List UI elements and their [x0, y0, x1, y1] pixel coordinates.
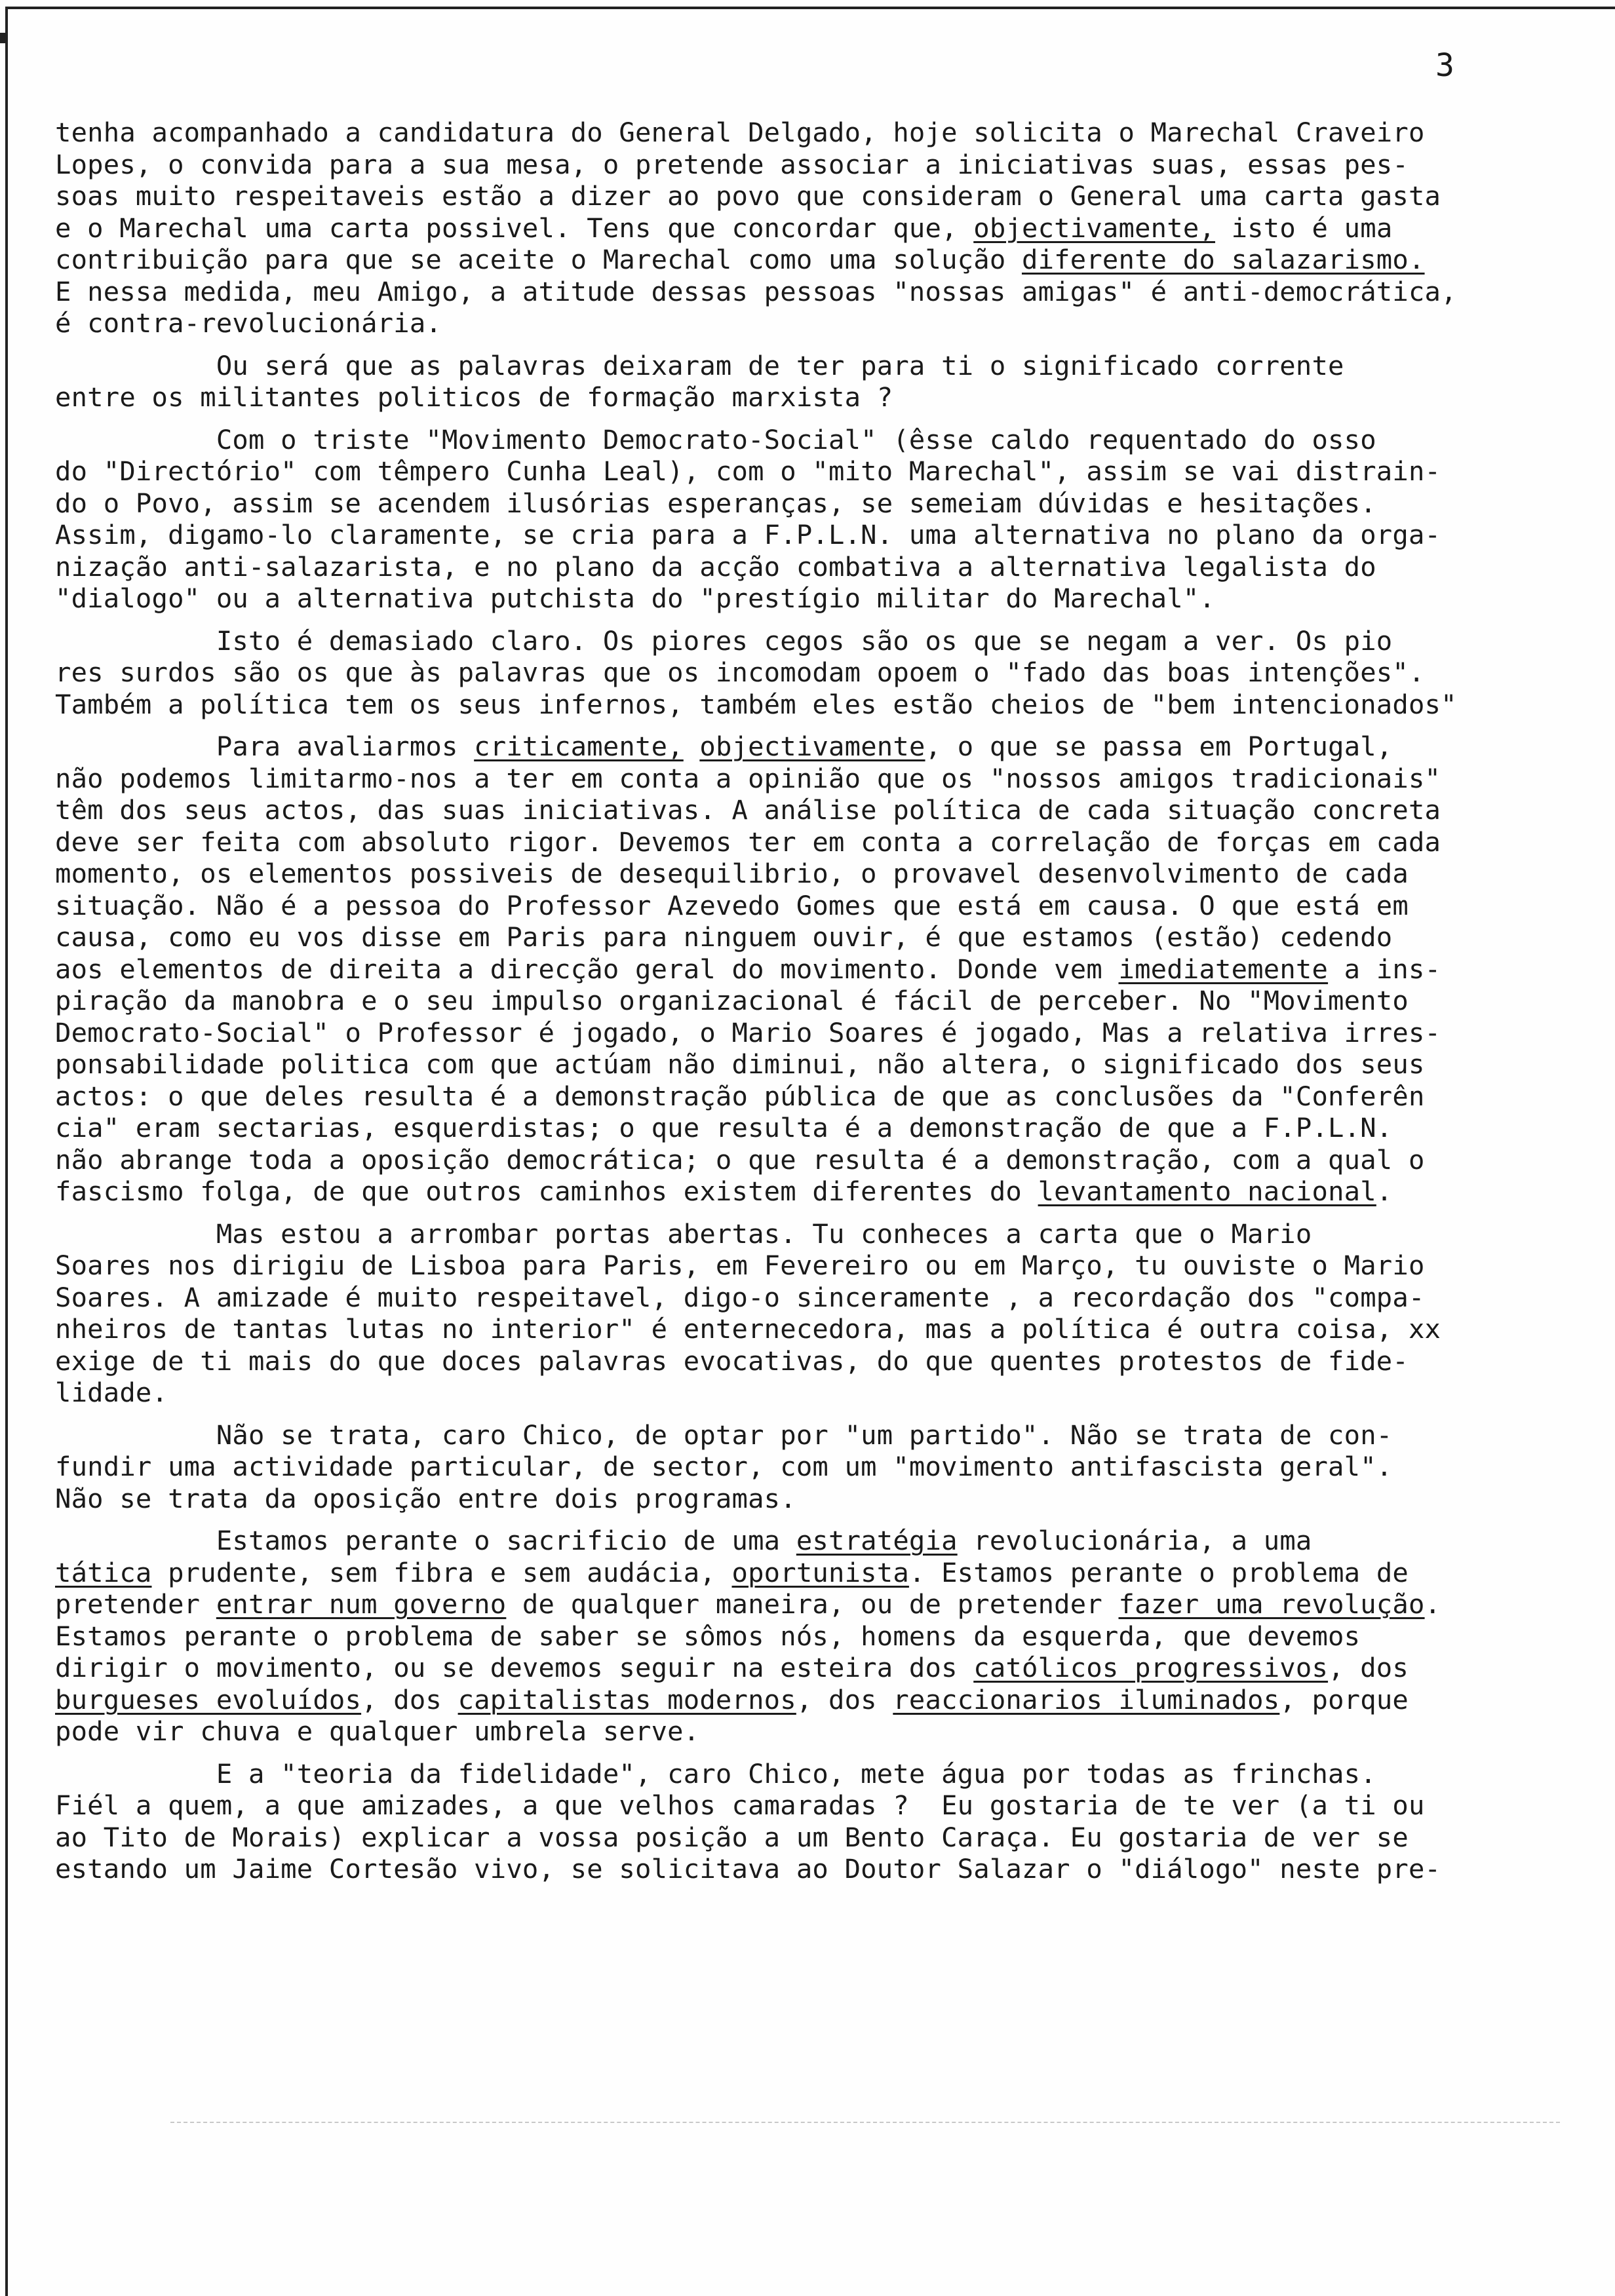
underlined-phrase: estratégia	[796, 1525, 958, 1556]
text-line: têm dos seus actos, das suas iniciativas. A análise política de cada situação concreta	[55, 794, 1441, 826]
text-line: estando um Jaime Cortesão vivo, se solicitava ao Doutor Salazar o "diálogo" neste pre-	[55, 1853, 1441, 1885]
underlined-phrase: burgueses evoluídos	[55, 1683, 362, 1715]
text-line: cia" eram sectarias, esquerdistas; o que resulta é a demonstração de que a F.P.L.N.	[55, 1112, 1393, 1143]
text-line: actos: o que deles resulta é a demonstração pública de que as conclusões da "Conferên	[55, 1080, 1425, 1112]
underlined-phrase: entrar num governo	[216, 1588, 507, 1620]
underlined-phrase: diferente do salazarismo.	[1021, 244, 1425, 275]
text-line: nheiros de tantas lutas no interior" é enternecedora, mas a política é outra coisa, xx	[55, 1313, 1441, 1345]
text-line: Mas estou a arrombar portas abertas. Tu conheces a carta que o Mario	[55, 1217, 1312, 1250]
text-line: tática prudente, sem fibra e sem audácia, oportunista. Estamos perante o problema de	[55, 1556, 1409, 1588]
underlined-phrase: capitalistas modernos	[457, 1683, 796, 1715]
scan-edge-top	[5, 7, 1615, 9]
text-line: Soares nos dirigiu de Lisboa para Paris, em Fevereiro ou em Março, tu ouviste o Mario	[55, 1250, 1425, 1281]
text-line: Estamos perante o problema de saber se sômos nós, homens da esquerda, que devemos	[55, 1620, 1361, 1652]
text-line: E nessa medida, meu Amigo, a atitude dessas pessoas "nossas amigas" é anti-democrática,	[55, 275, 1457, 307]
paragraph	[55, 1218, 1582, 1409]
text-line: fascismo folga, de que outros caminhos existem diferentes do levantamento nacional.	[55, 1176, 1393, 1207]
text-line: Fiél a quem, a que amizades, a que velhos camaradas ? Eu gostaria de te ver (a ti ou	[55, 1789, 1425, 1821]
text-line: pretender entrar num governo de qualquer maneira, ou de pretender fazer uma revolução.	[55, 1588, 1441, 1620]
paragraph	[55, 1758, 1582, 1885]
text-line: Assim, digamo-lo claramente, se cria para a F.P.L.N. uma alternativa no plano da orga-	[55, 519, 1441, 550]
text-line: nização anti-salazarista, e no plano da acção combativa a alternativa legalista do	[55, 550, 1376, 583]
text-line: Não se trata, caro Chico, de optar por "um partido". Não se trata de con-	[55, 1419, 1393, 1451]
paragraph	[55, 731, 1582, 1208]
text-line: tenha acompanhado a candidatura do General Delgado, hoje solicita o Marechal Craveiro	[55, 117, 1425, 148]
text-line: Com o triste "Movimento Democrato-Social" (êsse caldo requentado do osso	[55, 423, 1376, 455]
text-line: Lopes, o convida para a sua mesa, o pretende associar a iniciativas suas, essas pes-	[55, 148, 1409, 180]
page-number: 3	[1435, 47, 1454, 84]
text-line: do o Povo, assim se acendem ilusórias esperanças, se semeiam dúvidas e hesitações.	[55, 487, 1376, 519]
text-line: ao Tito de Morais) explicar a vossa posição a um Bento Caraça. Eu gostaria de ver se	[55, 1821, 1409, 1853]
text-line: Soares. A amizade é muito respeitavel, digo-o sinceramente , a recordação dos "compa-	[55, 1281, 1425, 1313]
paragraph	[55, 1525, 1582, 1748]
underlined-phrase: fazer uma revolução	[1118, 1588, 1425, 1620]
text-line: dirigir o movimento, ou se devemos seguir na esteira dos católicos progressivos, dos	[55, 1652, 1409, 1683]
text-line: causa, como eu vos disse em Paris para ninguem ouvir, é que estamos (estão) cedendo	[55, 921, 1393, 953]
text-line: burgueses evoluídos, dos capitalistas modernos, dos reaccionarios iluminados, porque	[55, 1683, 1409, 1715]
text-line: não abrange toda a oposição democrática; o que resulta é a demonstração, com a qual o	[55, 1143, 1425, 1176]
text-line: contribuição para que se aceite o Marechal como uma solução diferente do salazarismo.	[55, 244, 1425, 275]
underlined-phrase: objectivamente,	[973, 212, 1215, 244]
underlined-phrase: criticamente,	[474, 731, 684, 762]
underlined-phrase: católicos progressivos	[973, 1652, 1329, 1683]
text-line: lidade.	[55, 1377, 168, 1408]
text-line: não podemos limitarmo-nos a ter em conta a opinião que os "nossos amigos tradicionais"	[55, 762, 1441, 794]
text-line: fundir uma actividade particular, de sector, com um "movimento antifascista geral".	[55, 1451, 1393, 1482]
text-line: ponsabilidade politica com que actúam não diminui, não altera, o significado dos seus	[55, 1048, 1425, 1080]
text-line: Democrato-Social" o Professor é jogado, o Mario Soares é jogado, Mas a relativa irres-	[55, 1016, 1441, 1048]
text-line: pode vir chuva e qualquer umbrela serve.	[55, 1715, 700, 1747]
footer-dashed-rule	[170, 2122, 1560, 2123]
paragraph	[55, 350, 1582, 413]
paragraph	[55, 625, 1582, 721]
underlined-phrase: tática	[55, 1556, 152, 1588]
text-line: soas muito respeitaveis estão a dizer ao povo que consideram o General uma carta gasta	[55, 180, 1441, 212]
text-line: deve ser feita com absoluto rigor. Devemos ter em conta a correlação de forças em cada	[55, 826, 1441, 858]
underlined-phrase: oportunista	[731, 1556, 909, 1588]
text-line: entre os militantes politicos de formação marxista ?	[55, 381, 893, 413]
text-line: e o Marechal uma carta possivel. Tens que concordar que, objectivamente, isto é uma	[55, 212, 1393, 244]
text-line: Isto é demasiado claro. Os piores cegos são os que se negam a ver. Os pio	[55, 624, 1393, 657]
text-line: Para avaliarmos criticamente, objectivamente, o que se passa em Portugal,	[55, 731, 1393, 762]
paragraph	[55, 117, 1582, 339]
text-line: do "Directório" com têmpero Cunha Leal), com o "mito Marechal", assim se vai distrain-	[55, 455, 1441, 487]
text-line: E a "teoria da fidelidade", caro Chico, mete água por todas as frinchas.	[55, 1757, 1376, 1789]
text-line: Estamos perante o sacrificio de uma estratégia revolucionária, a uma	[55, 1525, 1312, 1556]
text-line: aos elementos de direita a direcção geral do movimento. Donde vem imediatemente a ins-	[55, 953, 1441, 985]
underlined-phrase: objectivamente	[699, 731, 925, 762]
text-line: Não se trata da oposição entre dois programas.	[55, 1482, 796, 1514]
text-line: piração da manobra e o seu impulso organizacional é fácil de perceber. No "Movimento	[55, 985, 1409, 1016]
scan-edge-mark	[0, 33, 8, 43]
underlined-phrase: levantamento nacional	[1038, 1176, 1376, 1207]
text-line: exige de ti mais do que doces palavras evocativas, do que quentes protestos de fide-	[55, 1345, 1409, 1377]
scan-edge-left	[5, 7, 8, 2296]
underlined-phrase: reaccionarios iluminados	[893, 1683, 1280, 1715]
text-line: é contra-revolucionária.	[55, 307, 442, 339]
text-line: Ou será que as palavras deixaram de ter para ti o significado corrente	[55, 349, 1344, 381]
text-line: momento, os elementos possiveis de desequilibrio, o provavel desenvolvimento de cada	[55, 858, 1409, 889]
underlined-phrase: imediatemente	[1118, 953, 1329, 985]
typewritten-letter-body	[55, 117, 1582, 1896]
text-line: res surdos são os que às palavras que os incomodam opoem o "fado das boas intenções".	[55, 657, 1425, 688]
text-line: Também a política tem os seus infernos, também eles estão cheios de "bem intencionados"	[55, 688, 1457, 720]
paragraph	[55, 1419, 1582, 1515]
text-line: "dialogo" ou a alternativa putchista do "prestígio militar do Marechal".	[55, 583, 1215, 614]
text-line: situação. Não é a pessoa do Professor Azevedo Gomes que está em causa. O que está em	[55, 889, 1409, 921]
paragraph	[55, 424, 1582, 615]
